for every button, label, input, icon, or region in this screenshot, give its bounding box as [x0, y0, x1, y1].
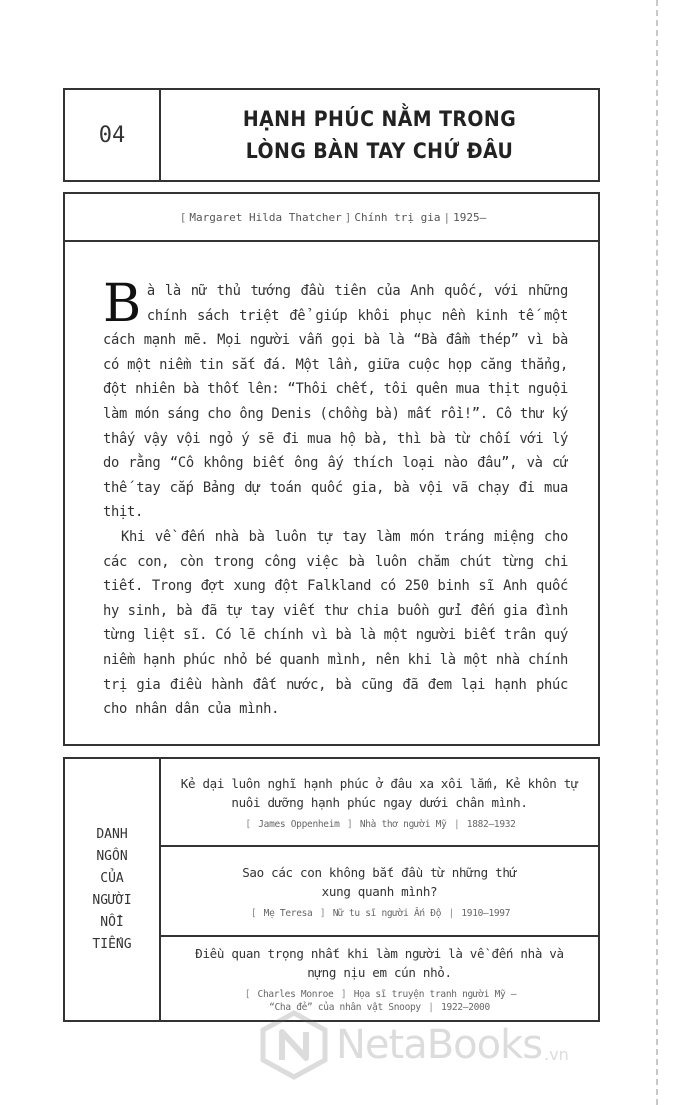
quotes-label-word: NỔI [100, 914, 124, 930]
article-body [65, 242, 598, 722]
quotes-list [161, 759, 598, 1020]
quote-source [243, 988, 517, 1014]
quote-text-line: Điều quan trọng nhất khi làm người là về đến nhà và [195, 945, 564, 961]
bracket-close: ] [319, 907, 326, 919]
quotes-label [65, 759, 161, 1020]
quotes-label-word: NGƯỜI [92, 892, 132, 908]
quote-text-line: xung quanh mình? [321, 883, 438, 899]
quote-author: James Oppenheim [258, 818, 340, 830]
quote-source [243, 818, 515, 831]
cut-line [656, 0, 658, 1105]
chapter-title [183, 90, 576, 180]
quote-author: Charles Monroe [257, 988, 334, 1000]
quote-text [242, 863, 517, 901]
quote-author-role: Họa sĩ truyện tranh người Mỹ – [353, 988, 517, 1000]
article-paragraph-1 [103, 274, 568, 525]
separator: | [448, 907, 454, 919]
watermark-suffix: .vn [544, 1044, 569, 1064]
quote-item [161, 937, 598, 1020]
byline-role: Chính trị gia [354, 210, 441, 224]
bracket-close: ] [340, 988, 347, 1000]
article-paragraph-2: Khi về đến nhà bà luôn tự tay làm món tráng miệng cho các con, còn trong công việc bà luôn chăm chút từng chi tiết. Trong đợt xung đột Falkland có 250 binh sĩ Anh quốc hy sinh, bà đã tự tay viết thư chia buồn gửi đến gia đình từng liệt sĩ. Có lẽ chính vì bà là một người biết trân quý niềm hạnh phúc nhỏ bé quanh mình, nên khi là một nhà chính trị gia điều hành đất nước, bà cũng đã đem lại hạnh phúc cho nhân dân của mình. [103, 528, 568, 718]
quote-text-line: nựng nịu em cún nhỏ. [307, 964, 452, 980]
quotes-box [63, 757, 600, 1022]
quote-author-role: Nhà thơ người Mỹ [359, 818, 447, 830]
quote-author-years: 1882–1932 [466, 818, 516, 830]
quote-item [161, 847, 598, 937]
separator: | [428, 1001, 434, 1013]
chapter-number: 04 [65, 90, 161, 180]
quote-item [161, 759, 598, 847]
quote-source-line [243, 988, 517, 1001]
byline-separator: | [443, 210, 451, 224]
byline-years: 1925– [453, 210, 487, 224]
quote-author-years: 1922–2000 [441, 1001, 490, 1013]
chapter-header [63, 88, 600, 182]
bracket-open: [ [244, 988, 251, 1000]
bracket-open: [ [245, 818, 251, 830]
quotes-label-word: TIẾNG [92, 936, 132, 952]
quote-text-line: Sao các con không bắt đầu từ những thứ [242, 864, 517, 880]
bracket-open: [ [179, 210, 187, 224]
quote-author-role: Nữ tu sĩ người Ấn Độ [332, 907, 442, 919]
quote-source-line [243, 1001, 517, 1014]
drop-cap: B [103, 274, 141, 334]
watermark-brand: NetaBooks [336, 1022, 543, 1068]
byline [65, 194, 598, 242]
bracket-close: ] [346, 818, 353, 830]
quotes-label-word: DANH [96, 826, 128, 842]
quotes-label-word: NGÔN [96, 848, 128, 864]
chapter-title-line-2: LÒNG BÀN TAY CHỨ ĐÂU [245, 139, 514, 163]
bracket-open: [ [250, 907, 257, 919]
chapter-title-line-1: HẠNH PHÚC NẰM TRONG [242, 107, 517, 131]
quote-text: Kẻ dại luôn nghĩ hạnh phúc ở đâu xa xôi lắm, Kẻ khôn tự nuôi dưỡng hạnh phúc ngay dưới chân mình. [180, 775, 579, 810]
quote-author: Mẹ Teresa [263, 907, 313, 919]
quote-author-years: 1910–1997 [461, 907, 511, 919]
quotes-label-word: CỦA [100, 870, 124, 886]
quote-text [195, 944, 564, 982]
separator: | [453, 818, 460, 830]
paragraph-1-text: à là nữ thủ tướng đầu tiên của Anh quốc, với những chính sách triệt để giúp khôi phục nền kinh tế một cách mạnh mẽ. Mọi người vẫn gọi bà là “Bà đầm thép” vì bà có một niềm tin sắt đá. Một lần, giữa cuộc họp căng thẳng, đột nhiên bà thốt lên: “Thôi chết, tôi quên mua thịt nguội làm món sáng cho ông Denis (chồng bà) mất rồi!”. Cô thư ký thấy vậy vội ngỏ ý sẽ đi mua hộ bà, thì bà từ chối với lý do rằng “Cô không biết ông ấy thích loại nào đâu”, và cứ thế tay cắp Bảng dự toán quốc gia, bà vội vã chạy đi mua thịt. [103, 283, 568, 521]
quote-source [249, 907, 510, 920]
byline-name: Margaret Hilda Thatcher [189, 210, 342, 224]
bracket-close: ] [344, 210, 352, 224]
article-box [63, 192, 600, 746]
quote-author-role: “Cha đẻ” của nhân vật Snoopy [269, 1001, 421, 1013]
